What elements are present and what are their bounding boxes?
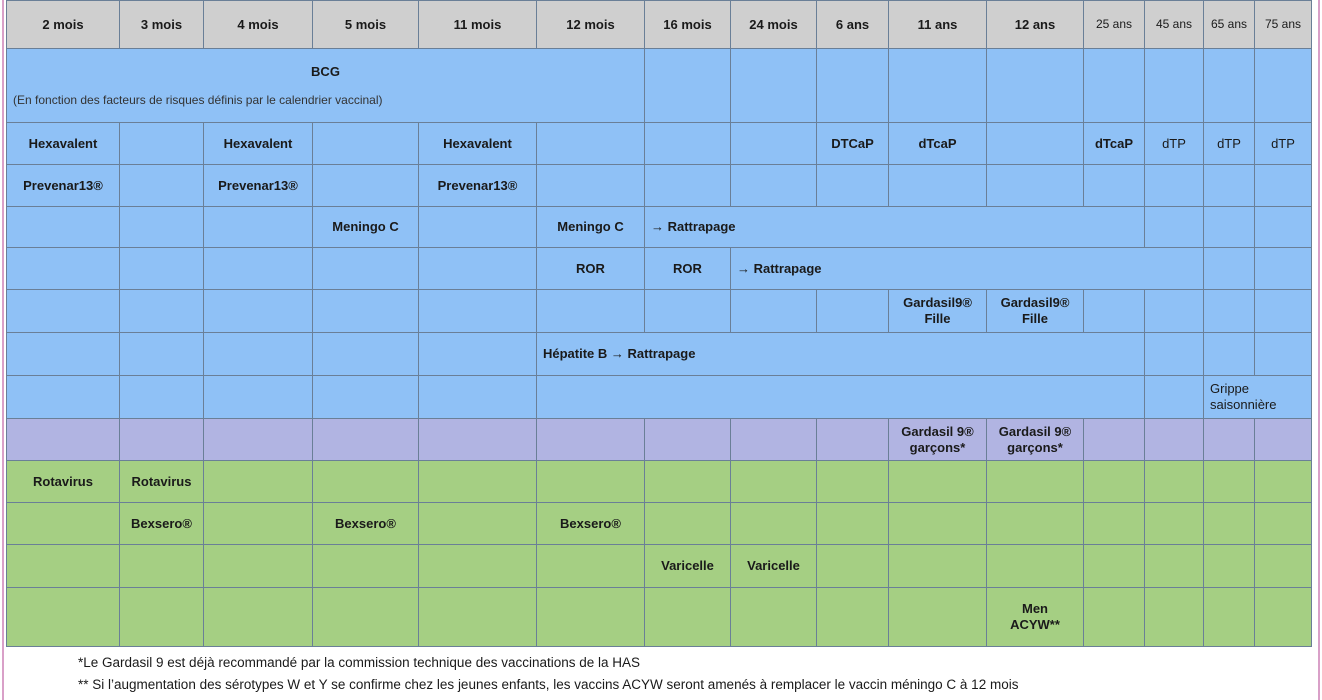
vaccine-cell: dTP xyxy=(1255,123,1312,165)
empty-cell xyxy=(731,503,817,545)
empty-cell xyxy=(731,165,817,207)
empty-cell xyxy=(987,503,1084,545)
empty-cell xyxy=(313,165,419,207)
row-meningo xyxy=(7,207,1312,248)
header-cell: 65 ans xyxy=(1204,1,1255,49)
catch-up-span: → Rattrapage xyxy=(645,207,1145,248)
empty-cell xyxy=(419,503,537,545)
empty-cell xyxy=(1204,419,1255,461)
vaccine-line: Gardasil9® xyxy=(903,295,972,310)
empty-cell xyxy=(817,165,889,207)
header-cell: 11 ans xyxy=(889,1,987,49)
empty-cell xyxy=(419,588,537,647)
empty-cell xyxy=(1204,333,1255,376)
vaccine-line: Grippe xyxy=(1210,381,1250,396)
header-row xyxy=(7,1,1312,49)
empty-cell xyxy=(313,376,419,419)
vaccine-line: Gardasil9® xyxy=(1000,295,1070,310)
vaccine-cell: Varicelle xyxy=(645,545,731,588)
vaccine-cell: Hexavalent xyxy=(204,123,313,165)
header-cell: 3 mois xyxy=(120,1,204,49)
empty-cell xyxy=(731,49,817,123)
empty-cell xyxy=(204,376,313,419)
vaccination-schedule-table xyxy=(6,0,1312,647)
row-hexavalent xyxy=(7,123,1312,165)
empty-cell xyxy=(1145,376,1204,419)
row-grippe xyxy=(7,376,1312,419)
empty-cell xyxy=(419,248,537,290)
row-bcg xyxy=(7,49,1312,123)
empty-cell xyxy=(987,461,1084,503)
empty-cell xyxy=(7,503,120,545)
row-bexsero xyxy=(7,503,1312,545)
empty-cell xyxy=(645,503,731,545)
vaccine-cell: DTCaP xyxy=(817,123,889,165)
empty-cell xyxy=(120,419,204,461)
empty-cell xyxy=(987,49,1084,123)
empty-cell xyxy=(1145,207,1204,248)
empty-cell xyxy=(1255,49,1312,123)
header-cell: 5 mois xyxy=(313,1,419,49)
header-cell: 24 mois xyxy=(731,1,817,49)
header-cell: 16 mois xyxy=(645,1,731,49)
vaccine-cell: Rotavirus xyxy=(120,461,204,503)
empty-cell xyxy=(817,461,889,503)
empty-cell xyxy=(1255,333,1312,376)
empty-cell xyxy=(731,123,817,165)
empty-cell xyxy=(419,290,537,333)
empty-cell xyxy=(204,248,313,290)
empty-cell xyxy=(1255,165,1312,207)
vaccine-cell: ROR xyxy=(645,248,731,290)
vaccine-line: garçons* xyxy=(909,439,966,455)
header-cell: 12 ans xyxy=(987,1,1084,49)
empty-cell xyxy=(313,588,419,647)
vaccine-cell: Prevenar13® xyxy=(7,165,120,207)
header-cell: 12 mois xyxy=(537,1,645,49)
empty-cell xyxy=(889,588,987,647)
vaccine-line: Fille xyxy=(1021,311,1048,326)
vaccine-cell: Prevenar13® xyxy=(419,165,537,207)
empty-cell xyxy=(1145,461,1204,503)
vaccine-line: saisonnière xyxy=(1210,397,1277,412)
empty-cell xyxy=(7,207,120,248)
empty-cell xyxy=(7,376,120,419)
empty-cell xyxy=(645,588,731,647)
empty-cell xyxy=(1084,419,1145,461)
empty-cell xyxy=(120,290,204,333)
empty-cell xyxy=(889,545,987,588)
empty-cell xyxy=(1145,333,1204,376)
empty-cell xyxy=(120,248,204,290)
empty-cell xyxy=(1204,207,1255,248)
empty-cell xyxy=(889,49,987,123)
empty-cell xyxy=(1145,419,1204,461)
vaccine-cell: ROR xyxy=(537,248,645,290)
row-gardasil-fille xyxy=(7,290,1312,333)
vaccine-cell: Prevenar13® xyxy=(204,165,313,207)
empty-cell xyxy=(7,248,120,290)
empty-cell xyxy=(1255,588,1312,647)
empty-cell xyxy=(1145,290,1204,333)
vaccine-line: Gardasil 9® xyxy=(998,423,1072,439)
empty-cell xyxy=(7,419,120,461)
empty-cell xyxy=(1204,290,1255,333)
empty-cell xyxy=(1204,461,1255,503)
empty-cell xyxy=(204,419,313,461)
vaccine-cell xyxy=(1204,376,1312,419)
footnote-2: ** Si l’augmentation des sérotypes W et Y se confirme chez les jeunes enfants, les vaccins ACYW seront amenés à remplacer le vaccin méningo C à 12 mois xyxy=(78,677,1019,692)
empty-cell xyxy=(7,588,120,647)
empty-cell xyxy=(204,333,313,376)
empty-cell xyxy=(889,461,987,503)
empty-cell xyxy=(1084,503,1145,545)
empty-cell xyxy=(645,165,731,207)
empty-cell xyxy=(204,461,313,503)
empty-cell xyxy=(204,588,313,647)
vaccine-cell: Bexsero® xyxy=(120,503,204,545)
empty-cell xyxy=(1084,49,1145,123)
empty-cell xyxy=(204,503,313,545)
header-cell: 45 ans xyxy=(1145,1,1204,49)
empty-cell xyxy=(7,290,120,333)
vaccine-cell: Bexsero® xyxy=(313,503,419,545)
vaccine-cell xyxy=(987,588,1084,647)
empty-cell xyxy=(537,461,645,503)
empty-cell xyxy=(1255,419,1312,461)
empty-cell xyxy=(1204,503,1255,545)
row-men-acyw xyxy=(7,588,1312,647)
empty-cell xyxy=(1255,461,1312,503)
vaccine-cell xyxy=(987,419,1084,461)
empty-cell xyxy=(1204,49,1255,123)
vaccine-cell xyxy=(889,419,987,461)
empty-cell xyxy=(1255,503,1312,545)
empty-cell xyxy=(1084,290,1145,333)
empty-cell xyxy=(120,376,204,419)
vaccine-cell: Rotavirus xyxy=(7,461,120,503)
empty-cell xyxy=(1145,588,1204,647)
empty-cell xyxy=(1084,545,1145,588)
empty-cell xyxy=(731,419,817,461)
empty-cell xyxy=(537,123,645,165)
empty-cell xyxy=(120,333,204,376)
empty-cell xyxy=(817,588,889,647)
catch-up-span: Hépatite B → Rattrapage xyxy=(537,333,1145,376)
catch-up-span: → Rattrapage xyxy=(731,248,1204,290)
vaccine-cell: Varicelle xyxy=(731,545,817,588)
empty-cell xyxy=(120,165,204,207)
vaccine-cell xyxy=(889,290,987,333)
empty-cell xyxy=(204,290,313,333)
empty-cell xyxy=(817,503,889,545)
empty-cell xyxy=(313,333,419,376)
footnote-1: *Le Gardasil 9 est déjà recommandé par la commission technique des vaccinations de la HAS xyxy=(78,655,641,670)
empty-cell xyxy=(537,290,645,333)
empty-cell xyxy=(313,545,419,588)
empty-cell xyxy=(889,165,987,207)
empty-cell xyxy=(419,545,537,588)
vaccine-cell: Hexavalent xyxy=(7,123,120,165)
empty-cell xyxy=(1084,461,1145,503)
vaccine-cell xyxy=(987,290,1084,333)
empty-cell xyxy=(1084,165,1145,207)
empty-cell xyxy=(120,545,204,588)
empty-cell xyxy=(987,545,1084,588)
empty-cell xyxy=(1255,207,1312,248)
empty-cell xyxy=(889,503,987,545)
empty-cell xyxy=(7,545,120,588)
empty-cell xyxy=(537,165,645,207)
empty-cell xyxy=(645,49,731,123)
header-cell: 11 mois xyxy=(419,1,537,49)
header-cell: 6 ans xyxy=(817,1,889,49)
empty-cell xyxy=(419,461,537,503)
vaccine-cell: Bexsero® xyxy=(537,503,645,545)
empty-cell xyxy=(987,123,1084,165)
vaccine-line: Men xyxy=(1022,601,1048,616)
empty-cell xyxy=(1204,165,1255,207)
empty-cell xyxy=(1145,165,1204,207)
empty-cell xyxy=(537,545,645,588)
row-hepatite xyxy=(7,333,1312,376)
row-rotavirus xyxy=(7,461,1312,503)
vaccine-cell: Meningo C xyxy=(313,207,419,248)
empty-cell xyxy=(1084,588,1145,647)
empty-cell xyxy=(1145,503,1204,545)
empty-cell xyxy=(1204,588,1255,647)
header-cell: 75 ans xyxy=(1255,1,1312,49)
empty-cell xyxy=(313,290,419,333)
empty-cell xyxy=(419,333,537,376)
bcg-note: (En fonction des facteurs de risques définis par le calendrier vaccinal) xyxy=(13,92,383,107)
row-prevenar xyxy=(7,165,1312,207)
header-cell: 4 mois xyxy=(204,1,313,49)
header-cell: 2 mois xyxy=(7,1,120,49)
empty-cell xyxy=(731,461,817,503)
empty-cell xyxy=(120,207,204,248)
empty-cell xyxy=(731,588,817,647)
empty-cell xyxy=(1255,545,1312,588)
empty-cell xyxy=(313,123,419,165)
empty-cell xyxy=(537,419,645,461)
vaccine-cell: dTcaP xyxy=(1084,123,1145,165)
empty-cell xyxy=(1145,49,1204,123)
row-gardasil-garcons xyxy=(7,419,1312,461)
empty-cell xyxy=(537,588,645,647)
row-ror xyxy=(7,248,1312,290)
vaccine-cell: dTcaP xyxy=(889,123,987,165)
empty-cell xyxy=(817,545,889,588)
empty-cell xyxy=(817,419,889,461)
empty-cell xyxy=(645,290,731,333)
empty-cell xyxy=(1204,248,1255,290)
bcg-title: BCG xyxy=(311,63,340,79)
empty-cell xyxy=(987,165,1084,207)
bcg-cell xyxy=(7,49,645,123)
empty-cell xyxy=(419,207,537,248)
empty-cell xyxy=(313,419,419,461)
vaccine-line: Fille xyxy=(924,311,951,326)
empty-cell xyxy=(313,461,419,503)
empty-cell xyxy=(419,376,537,419)
empty-cell xyxy=(204,545,313,588)
vaccine-line: garçons* xyxy=(1007,439,1063,455)
empty-cell xyxy=(120,123,204,165)
vaccine-cell: dTP xyxy=(1204,123,1255,165)
vaccine-cell: Meningo C xyxy=(537,207,645,248)
empty-cell xyxy=(645,123,731,165)
vaccine-line: Gardasil 9® xyxy=(901,423,974,439)
vaccine-cell: Hexavalent xyxy=(419,123,537,165)
row-varicelle xyxy=(7,545,1312,588)
empty-cell xyxy=(7,333,120,376)
empty-cell xyxy=(817,290,889,333)
empty-cell xyxy=(731,290,817,333)
vaccine-cell: dTP xyxy=(1145,123,1204,165)
empty-cell xyxy=(645,461,731,503)
empty-cell xyxy=(419,419,537,461)
empty-cell xyxy=(204,207,313,248)
vaccine-line: ACYW** xyxy=(1010,617,1060,632)
empty-cell xyxy=(1255,290,1312,333)
empty-cell xyxy=(817,49,889,123)
header-cell: 25 ans xyxy=(1084,1,1145,49)
empty-cell xyxy=(645,419,731,461)
empty-cell xyxy=(120,588,204,647)
empty-cell xyxy=(1204,545,1255,588)
empty-cell xyxy=(1255,248,1312,290)
empty-cell xyxy=(313,248,419,290)
empty-span xyxy=(537,376,1145,419)
empty-cell xyxy=(1145,545,1204,588)
